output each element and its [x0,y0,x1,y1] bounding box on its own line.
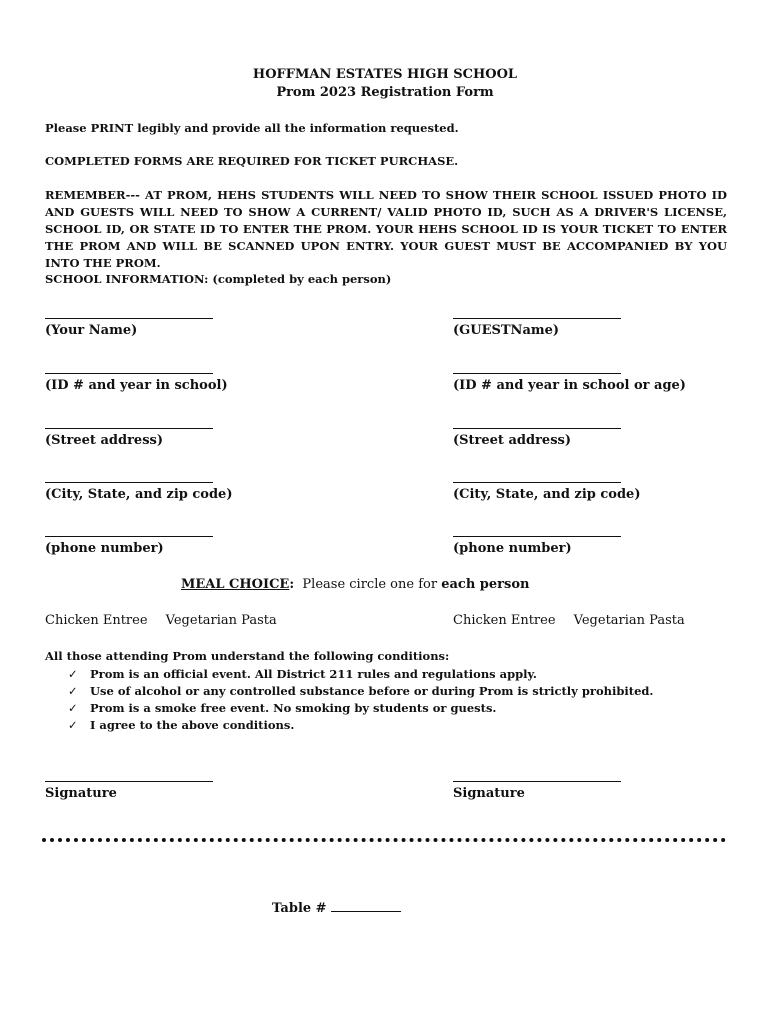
blank-line [453,536,621,537]
field-label: Signature [45,786,117,801]
guest-name-field[interactable] [453,318,713,338]
condition-text: I agree to the above conditions. [90,718,295,732]
blank-line [453,318,621,319]
student-chicken-option[interactable]: Chicken Entree [45,613,148,628]
blank-line [453,482,621,483]
field-label: (phone number) [45,541,164,556]
table-number-blank[interactable] [331,899,401,912]
field-label: (ID # and year in school) [45,378,228,393]
guest-street-field[interactable] [453,428,713,448]
field-label: (GUESTName) [453,323,560,338]
blank-line [45,428,213,429]
guest-chicken-option[interactable]: Chicken Entree [453,613,556,628]
guest-pasta-option[interactable]: Vegetarian Pasta [573,613,685,628]
condition-item [68,717,653,734]
student-name-field[interactable] [45,318,305,338]
print-instruction: Please PRINT legibly and provide all the information requested. [45,121,459,135]
meal-choice-instruction: Please circle one for [294,577,442,592]
guest-city-field[interactable] [453,482,713,502]
field-label: (Street address) [45,433,163,448]
student-pasta-option[interactable]: Vegetarian Pasta [165,613,277,628]
blank-line [453,428,621,429]
field-label: (City, State, and zip code) [45,487,233,502]
field-label: (phone number) [453,541,572,556]
blank-line [45,781,213,782]
blank-line [453,781,621,782]
field-label: (Street address) [453,433,571,448]
blank-line [45,318,213,319]
meal-choice-emphasis: each person [441,577,530,592]
guest-id-field[interactable] [453,373,713,393]
condition-text: Prom is a smoke free event. No smoking by students or guests. [90,701,497,715]
guest-phone-field[interactable] [453,536,713,556]
checkmark-icon: ✓ [68,684,78,698]
student-signature-field[interactable] [45,781,305,801]
school-name: HOFFMAN ESTATES HIGH SCHOOL [252,67,518,82]
cut-line-divider [42,838,726,842]
condition-item [68,700,653,717]
student-street-field[interactable] [45,428,305,448]
required-notice: COMPLETED FORMS ARE REQUIRED FOR TICKET PURCHASE. [45,154,459,168]
condition-item [68,683,653,700]
condition-text: Prom is an official event. All District 211 rules and regulations apply. [90,667,537,681]
field-label: (City, State, and zip code) [453,487,641,502]
meal-choice-label: MEAL CHOICE [181,577,290,592]
guest-signature-field[interactable] [453,781,713,801]
meal-choice-heading [181,577,529,592]
field-label: Signature [453,786,525,801]
condition-item [68,666,653,683]
condition-text: Use of alcohol or any controlled substance before or during Prom is strictly prohibited. [90,684,654,698]
checkmark-icon: ✓ [68,718,78,732]
form-title: Prom 2023 Registration Form [276,85,494,100]
field-label: (Your Name) [45,323,138,338]
checkmark-icon: ✓ [68,667,78,681]
conditions-heading: All those attending Prom understand the following conditions: [45,649,450,663]
meal-choice-colon: : [289,577,295,592]
student-phone-field[interactable] [45,536,305,556]
guest-meal-options [453,613,699,628]
blank-line [45,482,213,483]
school-info-heading: SCHOOL INFORMATION: (completed by each person) [45,272,392,286]
table-number-field[interactable] [272,899,401,916]
reminder-paragraph: REMEMBER--- AT PROM, HEHS STUDENTS WILL NEED TO SHOW THEIR SCHOOL ISSUED PHOTO ID AND GUESTS WILL NEED TO SHOW A CURRENT/ VALID PHOTO ID, SUCH AS A DRIVER'S LICENSE, SCHOOL ID, OR STATE ID TO ENTER THE PROM. YOUR HEHS SCHOOL ID IS YOUR TICKET TO ENTER THE PROM AND WILL BE SCANNED UPON ENTRY. YOUR GUEST MUST BE ACCOMPANIED BY YOU INTO THE PROM. [45,188,727,270]
checkmark-icon: ✓ [68,701,78,715]
blank-line [45,373,213,374]
blank-line [453,373,621,374]
blank-line [45,536,213,537]
student-city-field[interactable] [45,482,305,502]
field-label: (ID # and year in school or age) [453,378,686,393]
conditions-list [68,666,653,734]
table-number-label: Table # [272,901,327,916]
student-meal-options [45,613,291,628]
student-id-field[interactable] [45,373,305,393]
